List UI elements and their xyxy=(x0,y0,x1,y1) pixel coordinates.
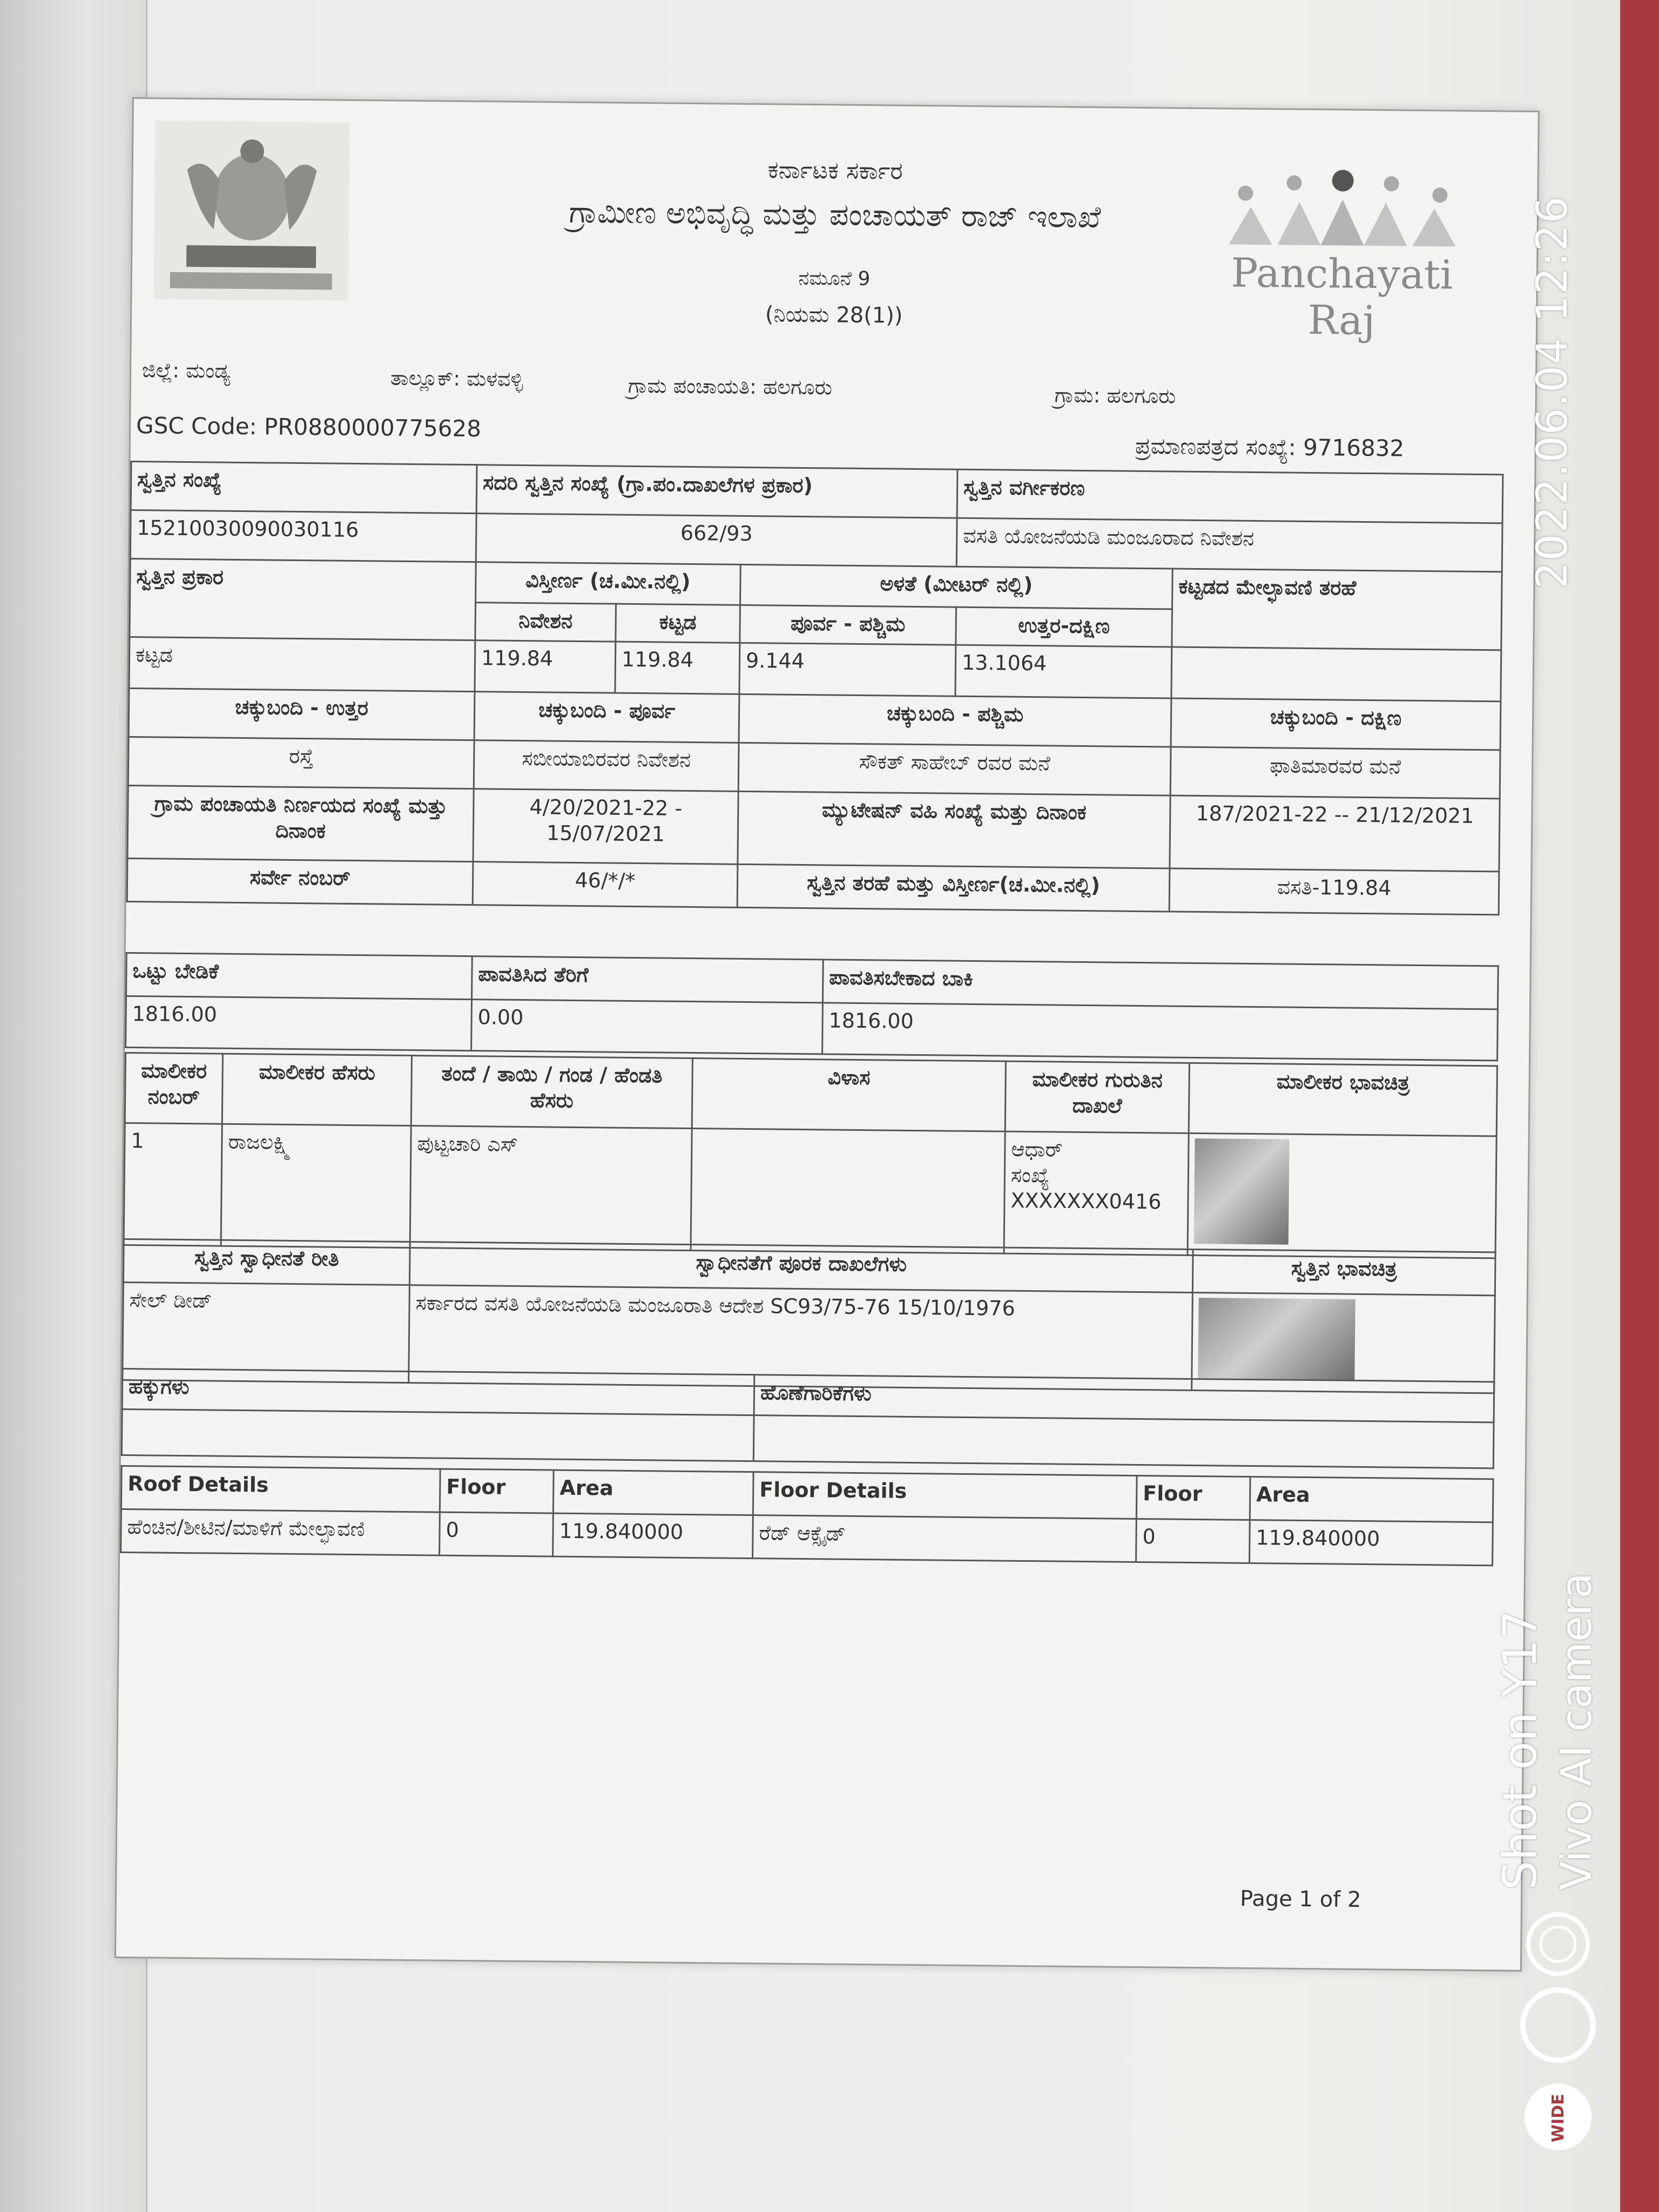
roof-type: ಹೆಂಚಿನ/ಶೀಟಿನ/ಮಾಳಿಗೆ ಮೇಲ್ಛಾವಣಿ xyxy=(121,1509,440,1555)
owner-number: 1 xyxy=(124,1123,222,1245)
roof-area: 119.840000 xyxy=(553,1513,753,1559)
owner-name-header: ಮಾಲೀಕರ ಹೆಸರು xyxy=(222,1054,412,1125)
rights-table xyxy=(121,1368,1495,1469)
property-table xyxy=(126,461,1504,915)
property-photo xyxy=(1198,1298,1355,1380)
gp-number-value: 662/93 xyxy=(476,514,957,567)
mutation-label: ಮ್ಯುಟೇಷನ್ ವಹಿ ಸಂಖ್ಯೆ ಮತ್ತು ದಿನಾಂಕ xyxy=(738,791,1170,868)
property-nature-label: ಸ್ವತ್ತಿನ ತರಹೆ ಮತ್ತು ವಿಸ್ತೀರ್ಣ(ಚ.ಮೀ.ನಲ್ಲಿ) xyxy=(737,864,1170,912)
property-nature-value: ವಸತಿ-119.84 xyxy=(1169,868,1499,915)
owner-id-value: XXXXXXX0416 xyxy=(1010,1188,1162,1214)
north-south-value: 13.1064 xyxy=(955,645,1172,698)
survey-number-value: 46/*/* xyxy=(473,862,738,908)
rights-label: ಹಕ್ಕುಗಳು xyxy=(122,1368,754,1415)
wide-lens-icon xyxy=(1512,1906,1604,2166)
floor-details-header: Floor Details xyxy=(753,1472,1137,1519)
owner-table xyxy=(123,1052,1498,1259)
building-area-value: 119.84 xyxy=(615,642,740,694)
building-area-label: ಕಟ್ಟಡ xyxy=(616,604,740,643)
classification-value: ವಸತಿ ಯೋಜನೆಯಡಿ ಮಂಜೂರಾದ ನಿವೇಶನ xyxy=(956,518,1502,572)
property-photo-label: ಸ್ವತ್ತಿನ ಭಾವಚಿತ್ರ xyxy=(1192,1249,1495,1295)
camera-watermark xyxy=(1491,1512,1620,1890)
boundary-west-value: ಸೌಕತ್ ಸಾಹೇಬ್ ರವರ ಮನೆ xyxy=(738,743,1171,795)
boundary-east-label: ಚಕ್ಕುಬಂದಿ - ಪೂರ್ವ xyxy=(474,692,739,743)
site-area-value: 119.84 xyxy=(475,640,616,693)
form-number: ನಮೂನೆ 9 xyxy=(798,267,871,291)
property-id-value: 15210030090030116 xyxy=(130,510,476,562)
area-label: ವಿಸ್ತೀರ್ಣ (ಚ.ಮೀ.ನಲ್ಲಿ) xyxy=(476,562,741,605)
roof-floor-table xyxy=(120,1465,1494,1566)
owner-id-cell xyxy=(1004,1131,1189,1255)
page-number: Page 1 of 2 xyxy=(1239,1886,1361,1912)
floor-type: ರೆಡ್ ಆಕ್ಸೈಡ್ xyxy=(753,1515,1137,1562)
mutation-value: 187/2021-22 -- 21/12/2021 xyxy=(1170,795,1500,872)
department-title: ಗ್ರಾಮೀಣ ಅಭಿವೃದ್ಧಿ ಮತ್ತು ಪಂಚಾಯತ್ ರಾಜ್ ಇಲಾಖೆ xyxy=(569,194,1101,235)
gp-decision-value: 4/20/2021-22 - 15/07/2021 xyxy=(473,789,738,865)
classification-label: ಸ್ವತ್ತಿನ ವರ್ಗೀಕರಣ xyxy=(957,469,1503,523)
owner-relation: ಪುಟ್ಟಚಾರಿ ಎಸ್ xyxy=(410,1126,692,1250)
roof-details-header: Roof Details xyxy=(121,1466,440,1512)
panchayati-raj-logo xyxy=(1212,163,1472,345)
liabilities-label: ಹೊಣೆಗಾರಿಕೆಗಳು xyxy=(754,1375,1494,1422)
total-demand-label: ಒಟ್ಟು ಬೇಡಿಕೆ xyxy=(126,953,473,999)
taluk: ತಾಲ್ಲೂಕ್: ಮಳವಳ್ಳಿ xyxy=(390,366,523,391)
boundary-south-label: ಚಕ್ಕುಬಂದಿ - ದಕ್ಷಿಣ xyxy=(1171,698,1501,750)
owner-photo-cell xyxy=(1188,1133,1496,1258)
roof-type-value xyxy=(1171,647,1501,702)
floor-area-header: Area xyxy=(1250,1476,1493,1522)
owner-number-header: ಮಾಲೀಕರ ನಂಬರ್ xyxy=(125,1053,222,1124)
gsc-code: GSC Code: PR0880000775628 xyxy=(136,412,482,442)
survey-number-label: ಸರ್ವೇ ನಂಬರ್ xyxy=(127,858,473,905)
form-page xyxy=(114,97,1540,1972)
owner-name: ರಾಜಲಕ್ಷ್ಮಿ xyxy=(221,1124,411,1247)
state-title: ಕರ್ನಾಟಕ ಸರ್ಕಾರ xyxy=(767,156,903,185)
photo-timestamp: 2022.06.04 12:26 xyxy=(1528,195,1577,589)
owner-id-type: ಆಧಾರ್ ಸಂಖ್ಯೆ xyxy=(1010,1137,1063,1187)
total-demand-value: 1816.00 xyxy=(126,996,472,1050)
roof-area-header: Area xyxy=(553,1470,753,1515)
balance-due-label: ಪಾವತಿಸಬೇಕಾದ ಬಾಕಿ xyxy=(822,960,1498,1009)
supporting-docs-label: ಸ್ವಾಧೀನತೆಗೆ ಪೂರಕ ದಾಖಲೆಗಳು xyxy=(409,1242,1193,1293)
district: ಜಿಲ್ಲೆ: ಮಂಡ್ಯ xyxy=(141,358,231,383)
wide-label: WIDE xyxy=(1549,2094,1568,2142)
site-area-label: ನಿವೇಶನ xyxy=(475,603,616,642)
supporting-docs-value: ಸರ್ಕಾರದ ವಸತಿ ಯೋಜನೆಯಡಿ ಮಂಜೂರಾತಿ ಆದೇಶ SC93/75-76 15/10/1976 xyxy=(409,1285,1193,1390)
table-row xyxy=(124,1123,1496,1258)
village: ಗ್ರಾಮ: ಹಲಗೂರು xyxy=(1054,383,1176,408)
property-type-value: ಕಟ್ಟಡ xyxy=(129,637,475,691)
owner-id-header: ಮಾಲೀಕರ ಗುರುತಿನ ದಾಖಲೆ xyxy=(1005,1061,1189,1133)
liabilities-value xyxy=(753,1415,1494,1468)
owner-photo-header: ಮಾಲೀಕರ ಭಾವಚಿತ್ರ xyxy=(1189,1063,1497,1136)
dimensions-label: ಅಳತೆ (ಮೀಟರ್ ನಲ್ಲಿ) xyxy=(740,564,1173,609)
shot-on-text: Shot on Y17 xyxy=(1493,1609,1547,1890)
gram-panchayat: ಗ್ರಾಮ ಪಂಚಾಯತಿ: ಹಲಗೂರು xyxy=(628,373,833,400)
rule-number: (ನಿಯಮ 28(1)) xyxy=(765,302,903,328)
tax-paid-value: 0.00 xyxy=(471,1000,823,1054)
camera-name-text: Vivo AI camera xyxy=(1553,1573,1601,1890)
rights-value xyxy=(122,1409,754,1461)
floor-floor: 0 xyxy=(1136,1519,1250,1563)
ownership-mode-value: ಸೇಲ್ ಡೀಡ್ xyxy=(123,1282,410,1382)
east-west-value: 9.144 xyxy=(739,643,956,696)
property-photo-cell xyxy=(1192,1292,1495,1393)
ownership-mode-label: ಸ್ವತ್ತಿನ ಸ್ವಾಧೀನತೆ ರೀತಿ xyxy=(123,1239,410,1285)
gp-decision-label: ಗ್ರಾಮ ಪಂಚಾಯತಿ ನಿರ್ಣಯದ ಸಂಖ್ಯೆ ಮತ್ತು ದಿನಾಂಕ xyxy=(127,785,474,861)
roof-floor: 0 xyxy=(440,1512,554,1556)
tax-table xyxy=(125,952,1499,1061)
owner-address xyxy=(691,1129,1005,1253)
relation-name-header: ತಂದೆ / ತಾಯಿ / ಗಂಡ / ಹೆಂಡತಿ ಹೆಸರು xyxy=(411,1056,692,1129)
floor-area: 119.840000 xyxy=(1250,1520,1493,1565)
property-id-label: ಸ್ವತ್ತಿನ ಸಂಖ್ಯೆ xyxy=(131,462,477,514)
balance-due-value: 1816.00 xyxy=(822,1003,1498,1061)
certificate-number: ಪ್ರಮಾಣಪತ್ರದ ಸಂಖ್ಯೆ: 9716832 xyxy=(1135,432,1405,462)
boundary-east-value: ಸಬೀಯಾಬಿರವರ ನಿವೇಶನ xyxy=(474,740,739,792)
owner-photo xyxy=(1194,1138,1290,1245)
boundary-north-value: ರಸ್ತೆ xyxy=(128,737,474,788)
east-west-label: ಪೂರ್ವ - ಪಶ್ಚಿಮ xyxy=(740,605,956,645)
panchayati-raj-icon xyxy=(1212,163,1473,252)
gp-number-label: ಸದರಿ ಸ್ವತ್ತಿನ ಸಂಖ್ಯೆ (ಗ್ರಾ.ಪಂ.ದಾಖಲೆಗಳ ಪ್ರಕಾರ) xyxy=(476,465,957,518)
roof-type-label: ಕಟ್ಟಡದ ಮೇಲ್ಛಾವಣಿ ತರಹೆ xyxy=(1172,569,1502,650)
north-south-label: ಉತ್ತರ-ದಕ್ಷಿಣ xyxy=(956,607,1172,647)
boundary-north-label: ಚಕ್ಕುಬಂದಿ - ಉತ್ತರ xyxy=(129,688,475,740)
address-header: ವಿಳಾಸ xyxy=(692,1058,1006,1132)
floor-floor-header: Floor xyxy=(1136,1475,1250,1520)
property-type-label: ಸ್ವತ್ತಿನ ಪ್ರಕಾರ xyxy=(130,559,476,640)
roof-floor-header: Floor xyxy=(440,1469,554,1513)
boundary-west-label: ಚಕ್ಕುಬಂದಿ - ಪಶ್ಚಿಮ xyxy=(739,694,1171,747)
boundary-south-value: ಫಾತಿಮಾರವರ ಮನೆ xyxy=(1170,747,1500,799)
tax-paid-label: ಪಾವತಿಸಿದ ತೆರಿಗೆ xyxy=(471,956,823,1003)
panchayati-raj-text: Panchayati Raj xyxy=(1231,249,1453,345)
